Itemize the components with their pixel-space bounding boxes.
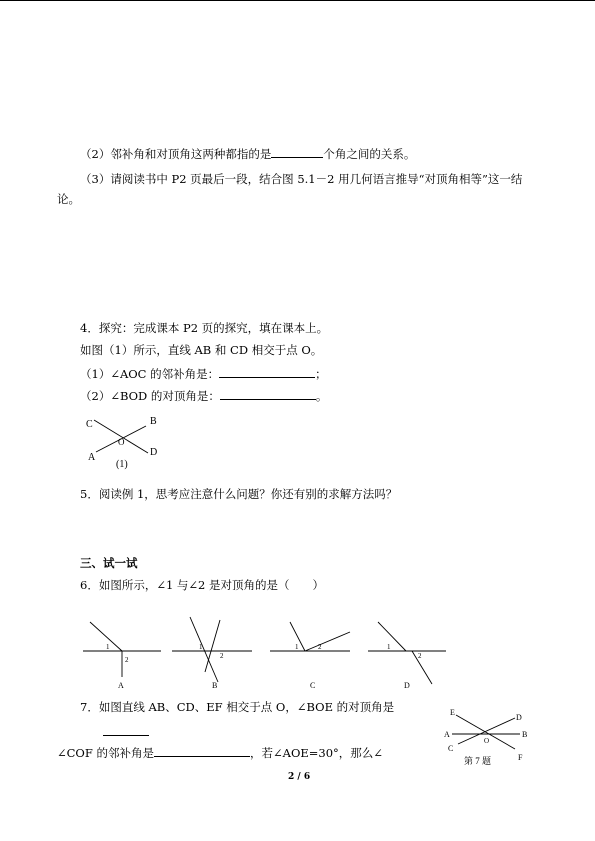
q3-part3-line1: （3）请阅读书中 P2 页最后一段，结合图 5.1－2 用几何语言推导“对顶角相等”这一结: [80, 172, 523, 186]
figure-caption: 第 7 题: [464, 756, 492, 766]
q4-item1-text: （1）∠AOC 的邻补角是：: [80, 367, 220, 381]
figure-caption: (1): [116, 459, 128, 470]
label-d: D: [516, 713, 522, 722]
q4-item1-end: ；: [315, 367, 327, 381]
section-title: 三、试一试: [80, 556, 138, 570]
q7-figure: [440, 704, 536, 768]
angle-1-label: 1: [199, 643, 203, 651]
label-e: E: [450, 708, 455, 717]
angle-1-label: 1: [387, 643, 391, 651]
q6-option-a[interactable]: [83, 622, 161, 690]
angle-2-label: 2: [220, 652, 224, 660]
label-f: F: [518, 753, 523, 762]
angle-2-label: 2: [318, 643, 322, 651]
q6-option-b[interactable]: [172, 617, 252, 690]
q3-part2: [80, 146, 415, 161]
answer-blank[interactable]: [154, 745, 250, 757]
angle-1-label: 1: [106, 643, 110, 651]
q4-item2: [80, 388, 327, 403]
q4-title: 4．探究：完成课本 P2 页的探究，填在课本上。: [80, 321, 329, 335]
q5-text: 5．阅读例 1，思考应注意什么问题？你还有别的求解方法吗？: [80, 487, 398, 501]
label-o: O: [118, 437, 125, 447]
label-c: C: [86, 419, 93, 430]
option-letter: C: [310, 681, 316, 690]
angle-1-label: 1: [295, 643, 299, 651]
q4-item2-end: 。: [315, 389, 328, 403]
q4-intro: 如图（1）所示，直线 AB 和 CD 相交于点 O。: [80, 343, 323, 357]
option-letter: A: [118, 681, 124, 690]
q3-part3-line2: 论。: [57, 192, 80, 206]
answer-blank[interactable]: [219, 366, 315, 378]
q7-line3-end: ，若∠AOE=30°，那么∠: [250, 746, 383, 760]
angle-2-label: 2: [125, 656, 129, 664]
q3-part2-text: （2）邻补角和对顶角这两种都指的是: [80, 147, 272, 161]
q6-text: 6．如图所示，∠1 与∠2 是对顶角的是（ ）: [80, 578, 325, 592]
label-b: B: [522, 730, 528, 739]
label-b: B: [150, 416, 157, 427]
q6-option-c[interactable]: [270, 622, 350, 690]
q6-figures: [80, 612, 450, 692]
q7-line2: [103, 724, 149, 739]
option-letter: B: [212, 681, 218, 690]
label-o: O: [484, 737, 490, 745]
label-a: A: [444, 730, 450, 739]
answer-blank[interactable]: [271, 146, 323, 158]
q6-option-d[interactable]: [368, 622, 446, 690]
angle-2-label: 2: [418, 652, 422, 660]
answer-blank[interactable]: [103, 724, 149, 736]
q7-line1: 7．如图直线 AB、CD、EF 相交于点 O，∠BOE 的对顶角是: [80, 700, 395, 714]
q3-part2-text-end: 个角之间的关系。: [323, 147, 416, 161]
q4-item1: [80, 366, 327, 381]
figure-1: [80, 410, 170, 472]
label-d: D: [150, 447, 158, 458]
q4-item2-text: （2）∠BOD 的对顶角是：: [80, 389, 220, 403]
q7-line3-text: ∠COF 的邻补角是: [57, 746, 154, 760]
answer-blank[interactable]: [220, 388, 316, 400]
option-letter: D: [404, 681, 410, 690]
q7-line3: [57, 745, 383, 760]
page-number: 2 / 6: [288, 772, 311, 782]
label-a: A: [88, 452, 96, 463]
label-c: C: [448, 744, 454, 753]
page-top-rule: [0, 0, 595, 1]
